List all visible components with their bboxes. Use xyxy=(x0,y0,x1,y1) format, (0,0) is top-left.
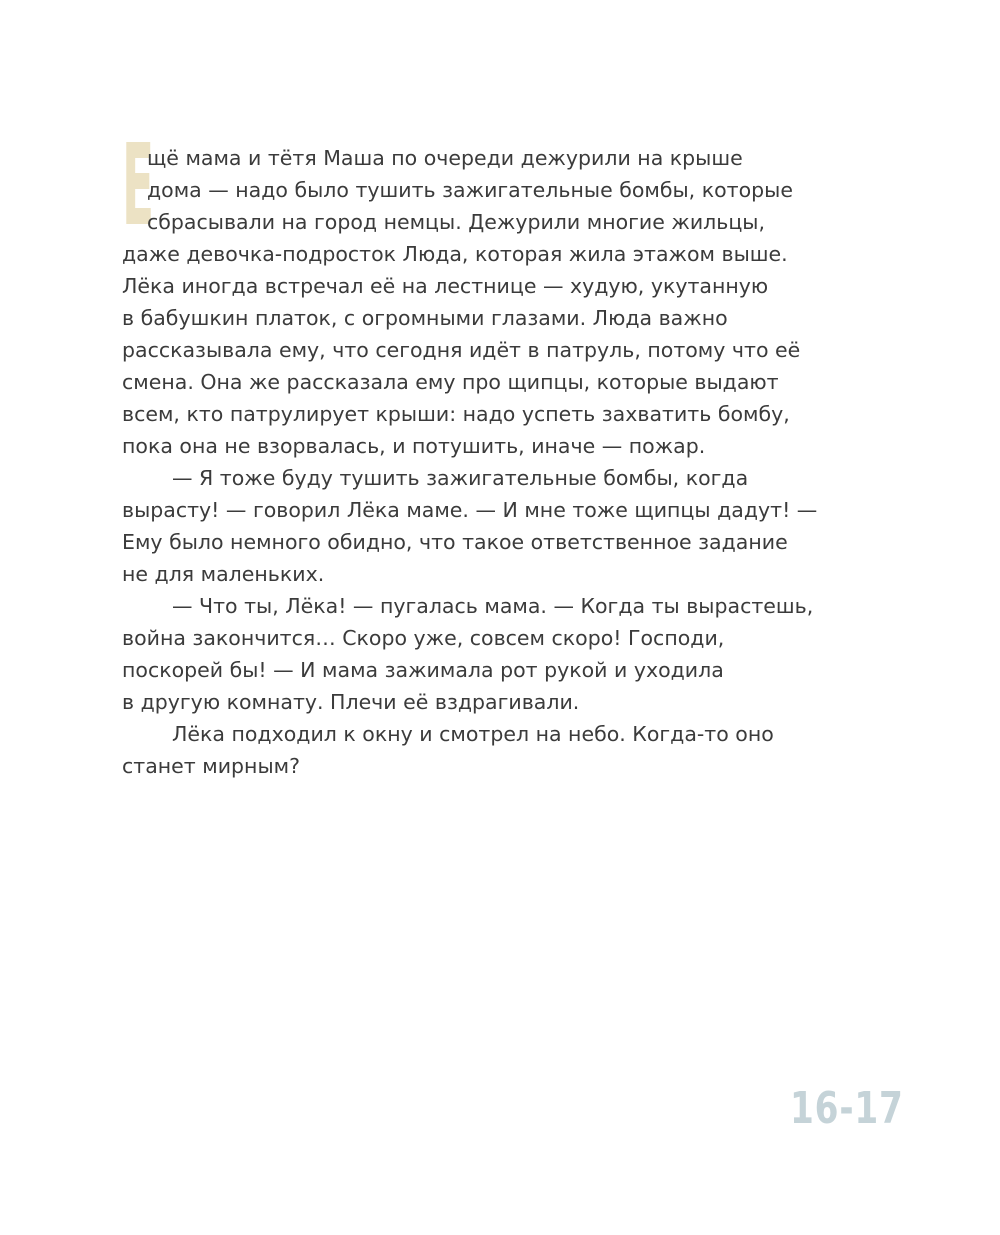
text-line: станет мирным? xyxy=(122,754,300,778)
text-line: — Я тоже буду тушить зажигательные бомбы, когда xyxy=(172,466,749,490)
text-line: сбрасывали на город немцы. Дежурили многие жильцы, xyxy=(147,210,765,234)
text-line: вырасту! — говорил Лёка маме. — И мне тоже щипцы дадут! — xyxy=(122,498,818,522)
text-line: пока она не взорвалась, и потушить, иначе — пожар. xyxy=(122,434,706,458)
text-line: не для маленьких. xyxy=(122,562,325,586)
text-line: даже девочка-подросток Люда, которая жила этажом выше. xyxy=(122,242,788,266)
text-line: Ему было немного обидно, что такое ответственное задание xyxy=(122,530,788,554)
text-line: в бабушкин платок, с огромными глазами. Люда важно xyxy=(122,306,728,330)
text-line: смена. Она же рассказала ему про щипцы, которые выдают xyxy=(122,370,779,394)
drop-cap-letter: Е xyxy=(122,121,155,251)
story-text xyxy=(122,121,822,782)
text-line: Лёка подходил к окну и смотрел на небо. Когда-то оно xyxy=(172,722,774,746)
text-line: дома — надо было тушить зажигательные бомбы, которые xyxy=(147,178,793,202)
text-line: Лёка иногда встречал её на лестнице — худую, укутанную xyxy=(122,274,769,298)
text-line: щё мама и тётя Маша по очереди дежурили на крыше xyxy=(147,146,743,170)
page-number: 16-17 xyxy=(790,1083,904,1134)
text-line: война закончится… Скоро уже, совсем скоро! Господи, xyxy=(122,626,725,650)
text-line: поскорей бы! — И мама зажимала рот рукой и уходила xyxy=(122,658,724,682)
text-line: всем, кто патрулирует крыши: надо успеть захватить бомбу, xyxy=(122,402,790,426)
text-line: в другую комнату. Плечи её вздрагивали. xyxy=(122,690,580,714)
text-line: рассказывала ему, что сегодня идёт в патруль, потому что её xyxy=(122,338,801,362)
text-line: — Что ты, Лёка! — пугалась мама. — Когда ты вырастешь, xyxy=(172,594,814,618)
